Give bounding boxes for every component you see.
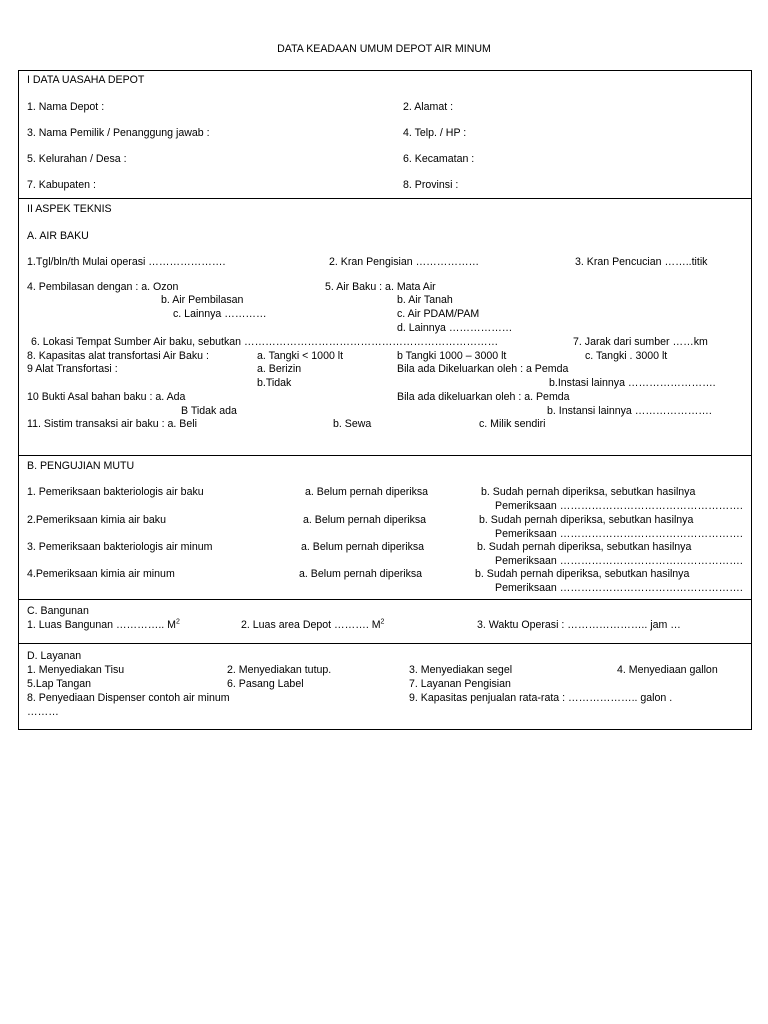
field-blank-line[interactable]: ………: [27, 706, 59, 718]
label-alat-transportasi: 9 Alat Transfortasi :: [27, 363, 118, 375]
option-bukti-tidak-ada[interactable]: B Tidak ada: [181, 405, 237, 417]
section-data-usaha: [18, 70, 752, 199]
section-pengujian-mutu: [18, 455, 752, 600]
field-jarak-sumber[interactable]: 7. Jarak dari sumber ……km: [573, 336, 708, 348]
label-kapasitas-transportasi: 8. Kapasitas alat transfortasi Air Baku :: [27, 350, 209, 362]
option-berizin[interactable]: a. Berizin: [257, 363, 302, 375]
section-bangunan: [18, 599, 752, 644]
option-air-baku-lainnya[interactable]: d. Lainnya ………………: [397, 322, 513, 334]
section-aspek-teknis: [18, 198, 752, 456]
option-transaksi-milik-sendiri[interactable]: c. Milik sendiri: [479, 418, 546, 430]
section-layanan: [18, 643, 752, 730]
option-sudah-diperiksa[interactable]: b. Sudah pernah diperiksa, sebutkan hasilnya: [475, 568, 690, 580]
pemeriksaan-label: 3. Pemeriksaan bakteriologis air minum: [27, 541, 213, 553]
pemeriksaan-label: 2.Pemeriksaan kimia air baku: [27, 514, 166, 526]
option-gallon[interactable]: 4. Menyediaan gallon: [617, 664, 718, 676]
field-telp[interactable]: 4. Telp. / HP :: [403, 127, 467, 139]
option-air-pdam[interactable]: c. Air PDAM/PAM: [397, 308, 480, 320]
section-heading: D. Layanan: [27, 650, 82, 662]
option-tutup[interactable]: 2. Menyediakan tutup.: [227, 664, 332, 676]
option-belum-diperiksa[interactable]: a. Belum pernah diperiksa: [299, 568, 423, 580]
field-luas-bangunan[interactable]: [27, 619, 180, 632]
unit-superscript: 2: [175, 618, 180, 626]
unit-superscript: 2: [380, 618, 385, 626]
option-pasang-label[interactable]: 6. Pasang Label: [227, 678, 304, 690]
field-kran-pengisian[interactable]: 2. Kran Pengisian ………………: [329, 256, 480, 268]
option-air-baku-mata-air[interactable]: 5. Air Baku : a. Mata Air: [325, 281, 436, 293]
option-belum-diperiksa[interactable]: a. Belum pernah diperiksa: [301, 541, 425, 553]
option-sudah-diperiksa[interactable]: b. Sudah pernah diperiksa, sebutkan hasilnya: [477, 541, 692, 553]
option-dispenser[interactable]: 8. Penyediaan Dispenser contoh air minum: [27, 692, 230, 704]
section-heading: II ASPEK TEKNIS: [27, 203, 112, 215]
field-lokasi-sumber[interactable]: 6. Lokasi Tempat Sumber Air baku, sebutkan ………………………………………………………………: [31, 336, 499, 348]
document-title: DATA KEADAAN UMUM DEPOT AIR MINUM: [277, 43, 491, 55]
option-pembilasan-lainnya[interactable]: c. Lainnya …………: [173, 308, 267, 320]
option-sudah-diperiksa[interactable]: b. Sudah pernah diperiksa, sebutkan hasilnya: [481, 486, 696, 498]
field-nama-depot[interactable]: 1. Nama Depot :: [27, 101, 105, 113]
option-layanan-pengisian[interactable]: 7. Layanan Pengisian: [409, 678, 511, 690]
field-nama-pemilik[interactable]: 3. Nama Pemilik / Penanggung jawab :: [27, 127, 210, 139]
field-hasil-pemeriksaan[interactable]: Pemeriksaan …………………………………………….: [495, 582, 743, 594]
option-lap-tangan[interactable]: 5.Lap Tangan: [27, 678, 92, 690]
field-kabupaten[interactable]: 7. Kabupaten :: [27, 179, 96, 191]
option-sudah-diperiksa[interactable]: b. Sudah pernah diperiksa, sebutkan hasilnya: [479, 514, 694, 526]
field-waktu-operasi[interactable]: 3. Waktu Operasi : ………………….. jam …: [477, 619, 681, 631]
option-bukti-instansi-lainnya[interactable]: b. Instansi lainnya ………………….: [547, 405, 712, 417]
option-tangki-medium[interactable]: b Tangki 1000 – 3000 lt: [397, 350, 507, 362]
field-provinsi[interactable]: 8. Provinsi :: [403, 179, 459, 191]
option-tisu[interactable]: 1. Menyediakan Tisu: [27, 664, 125, 676]
option-air-tanah[interactable]: b. Air Tanah: [397, 294, 453, 306]
field-hasil-pemeriksaan[interactable]: Pemeriksaan …………………………………………….: [495, 528, 743, 540]
subsection-heading: A. AIR BAKU: [27, 230, 89, 242]
luas-bangunan-label: 1. Luas Bangunan ………….. M: [27, 619, 176, 631]
pemeriksaan-label: 4.Pemeriksaan kimia air minum: [27, 568, 175, 580]
field-kecamatan[interactable]: 6. Kecamatan :: [403, 153, 475, 165]
option-tidak-berizin[interactable]: b.Tidak: [257, 377, 292, 389]
field-hasil-pemeriksaan[interactable]: Pemeriksaan …………………………………………….: [495, 500, 743, 512]
option-bukti-ada[interactable]: 10 Bukti Asal bahan baku : a. Ada: [27, 391, 186, 403]
pemeriksaan-label: 1. Pemeriksaan bakteriologis air baku: [27, 486, 204, 498]
option-belum-diperiksa[interactable]: a. Belum pernah diperiksa: [303, 514, 427, 526]
option-bukti-pemda[interactable]: Bila ada dikeluarkan oleh : a. Pemda: [397, 391, 570, 403]
option-transaksi-beli[interactable]: 11. Sistim transaksi air baku : a. Beli: [27, 418, 197, 430]
option-segel[interactable]: 3. Menyediakan segel: [409, 664, 513, 676]
section-heading: C. Bangunan: [27, 605, 89, 617]
option-dikeluarkan-pemda[interactable]: Bila ada Dikeluarkan oleh : a Pemda: [397, 363, 569, 375]
option-pembilasan-ozon[interactable]: 4. Pembilasan dengan : a. Ozon: [27, 281, 179, 293]
field-alamat[interactable]: 2. Alamat :: [403, 101, 454, 113]
option-instansi-lainnya[interactable]: b.Instasi lainnya …………………….: [549, 377, 716, 389]
luas-area-label: 2. Luas area Depot ………. M: [241, 619, 381, 631]
option-transaksi-sewa[interactable]: b. Sewa: [333, 418, 372, 430]
field-kapasitas-penjualan[interactable]: 9. Kapasitas penjualan rata-rata : ……………….. galon .: [409, 692, 673, 704]
field-luas-area-depot[interactable]: [241, 619, 384, 632]
option-air-pembilasan[interactable]: b. Air Pembilasan: [161, 294, 244, 306]
option-tangki-large[interactable]: c. Tangki . 3000 lt: [585, 350, 668, 362]
option-tangki-small[interactable]: a. Tangki < 1000 lt: [257, 350, 344, 362]
option-belum-diperiksa[interactable]: a. Belum pernah diperiksa: [305, 486, 429, 498]
field-kran-pencucian[interactable]: 3. Kran Pencucian ……..titik: [575, 256, 708, 268]
field-kelurahan[interactable]: 5. Kelurahan / Desa :: [27, 153, 127, 165]
field-mulai-operasi[interactable]: 1.Tgl/bln/th Mulai operasi ………………….: [27, 256, 226, 268]
field-hasil-pemeriksaan[interactable]: Pemeriksaan …………………………………………….: [495, 555, 743, 567]
section-heading: B. PENGUJIAN MUTU: [27, 460, 135, 472]
section-heading: I DATA UASAHA DEPOT: [27, 74, 145, 86]
